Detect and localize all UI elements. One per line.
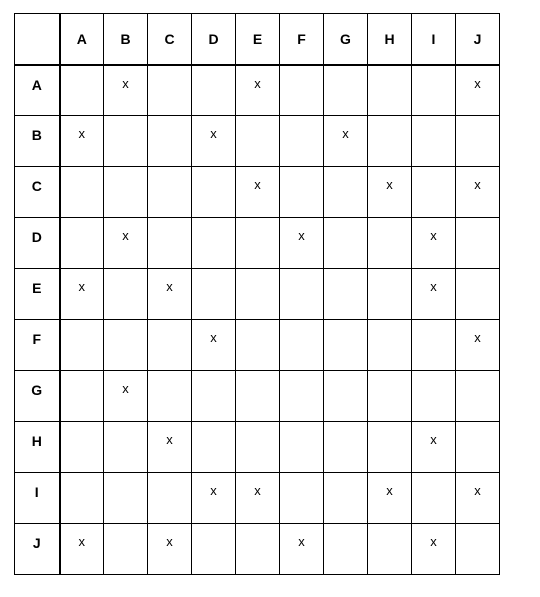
matrix-cell [60, 167, 104, 218]
matrix-cell: x [148, 524, 192, 575]
matrix-cell [60, 320, 104, 371]
matrix-cell [148, 320, 192, 371]
matrix-cell: x [368, 473, 412, 524]
matrix-cell: x [236, 65, 280, 116]
column-header-b: B [104, 14, 148, 65]
matrix-cell [280, 116, 324, 167]
matrix-cell: x [368, 167, 412, 218]
matrix-cell: x [280, 218, 324, 269]
matrix-cell [368, 524, 412, 575]
table-row [15, 218, 500, 269]
matrix-cell: x [412, 269, 456, 320]
adjacency-matrix-table [14, 13, 500, 575]
matrix-cell [324, 269, 368, 320]
matrix-cell [324, 422, 368, 473]
column-header-c: C [148, 14, 192, 65]
matrix-cell [280, 473, 324, 524]
matrix-cell [368, 65, 412, 116]
matrix-cell [60, 65, 104, 116]
column-header-i: I [412, 14, 456, 65]
column-header-f: F [280, 14, 324, 65]
matrix-cell: x [60, 524, 104, 575]
table-row [15, 65, 500, 116]
table-body [15, 65, 500, 575]
matrix-cell [412, 167, 456, 218]
matrix-cell: x [412, 422, 456, 473]
matrix-cell [104, 116, 148, 167]
matrix-cell [148, 371, 192, 422]
matrix-cell [456, 269, 500, 320]
matrix-cell: x [148, 422, 192, 473]
matrix-cell [324, 473, 368, 524]
matrix-cell [412, 65, 456, 116]
matrix-cell [104, 320, 148, 371]
row-header-c: C [15, 167, 60, 218]
matrix-cell [368, 422, 412, 473]
matrix-cell [412, 371, 456, 422]
matrix-cell [280, 65, 324, 116]
matrix-cell [148, 116, 192, 167]
matrix-cell [236, 116, 280, 167]
matrix-cell [192, 422, 236, 473]
matrix-cell [104, 269, 148, 320]
matrix-cell: x [456, 320, 500, 371]
matrix-cell: x [192, 473, 236, 524]
matrix-cell: x [456, 65, 500, 116]
matrix-cell: x [60, 116, 104, 167]
row-header-i: I [15, 473, 60, 524]
matrix-cell [192, 218, 236, 269]
matrix-cell [148, 167, 192, 218]
matrix-cell [280, 269, 324, 320]
row-header-b: B [15, 116, 60, 167]
matrix-cell [324, 524, 368, 575]
matrix-cell [236, 422, 280, 473]
matrix-cell [324, 65, 368, 116]
matrix-cell: x [60, 269, 104, 320]
matrix-cell [456, 422, 500, 473]
matrix-cell [192, 65, 236, 116]
column-header-j: J [456, 14, 500, 65]
matrix-cell [148, 218, 192, 269]
matrix-cell [192, 524, 236, 575]
matrix-cell: x [104, 65, 148, 116]
matrix-cell [280, 422, 324, 473]
matrix-cell [412, 473, 456, 524]
matrix-cell [60, 218, 104, 269]
matrix-cell [368, 371, 412, 422]
matrix-cell [60, 371, 104, 422]
column-header-d: D [192, 14, 236, 65]
matrix-cell [192, 371, 236, 422]
matrix-cell [148, 65, 192, 116]
row-header-d: D [15, 218, 60, 269]
matrix-cell: x [456, 167, 500, 218]
matrix-cell [324, 371, 368, 422]
table-row [15, 422, 500, 473]
matrix-cell [324, 218, 368, 269]
matrix-cell: x [236, 473, 280, 524]
matrix-cell [368, 269, 412, 320]
matrix-cell: x [456, 473, 500, 524]
matrix-cell: x [412, 218, 456, 269]
matrix-cell [192, 167, 236, 218]
table-row [15, 320, 500, 371]
table-row [15, 524, 500, 575]
matrix-cell [192, 269, 236, 320]
matrix-cell [104, 524, 148, 575]
matrix-cell: x [148, 269, 192, 320]
table-row [15, 116, 500, 167]
matrix-cell [236, 371, 280, 422]
matrix-cell [280, 320, 324, 371]
matrix-cell [236, 524, 280, 575]
row-header-h: H [15, 422, 60, 473]
matrix-cell [456, 218, 500, 269]
row-header-a: A [15, 65, 60, 116]
table-row [15, 473, 500, 524]
matrix-cell: x [192, 116, 236, 167]
matrix-cell [412, 320, 456, 371]
row-header-e: E [15, 269, 60, 320]
matrix-cell [104, 167, 148, 218]
matrix-cell: x [280, 524, 324, 575]
matrix-cell [368, 218, 412, 269]
column-header-g: G [324, 14, 368, 65]
matrix-cell [456, 116, 500, 167]
column-header-e: E [236, 14, 280, 65]
matrix-cell: x [104, 218, 148, 269]
table-header [15, 14, 500, 65]
row-header-j: J [15, 524, 60, 575]
matrix-cell [368, 116, 412, 167]
matrix-cell [456, 371, 500, 422]
matrix-cell [104, 422, 148, 473]
corner-cell [15, 14, 60, 65]
matrix-cell: x [324, 116, 368, 167]
row-header-g: G [15, 371, 60, 422]
matrix-cell [148, 473, 192, 524]
table-row [15, 269, 500, 320]
matrix-cell: x [104, 371, 148, 422]
matrix-cell [280, 371, 324, 422]
matrix-cell [236, 218, 280, 269]
matrix-cell [324, 167, 368, 218]
row-header-f: F [15, 320, 60, 371]
matrix-cell [456, 524, 500, 575]
matrix-cell: x [412, 524, 456, 575]
table-row [15, 167, 500, 218]
matrix-cell [412, 116, 456, 167]
matrix-cell [368, 320, 412, 371]
matrix-cell: x [236, 167, 280, 218]
matrix-cell [324, 320, 368, 371]
column-header-h: H [368, 14, 412, 65]
header-row [15, 14, 500, 65]
matrix-cell [280, 167, 324, 218]
matrix-cell: x [192, 320, 236, 371]
matrix-cell [236, 320, 280, 371]
matrix-cell [60, 422, 104, 473]
matrix-cell [60, 473, 104, 524]
table-row [15, 371, 500, 422]
column-header-a: A [60, 14, 104, 65]
matrix-cell [236, 269, 280, 320]
matrix-cell [104, 473, 148, 524]
